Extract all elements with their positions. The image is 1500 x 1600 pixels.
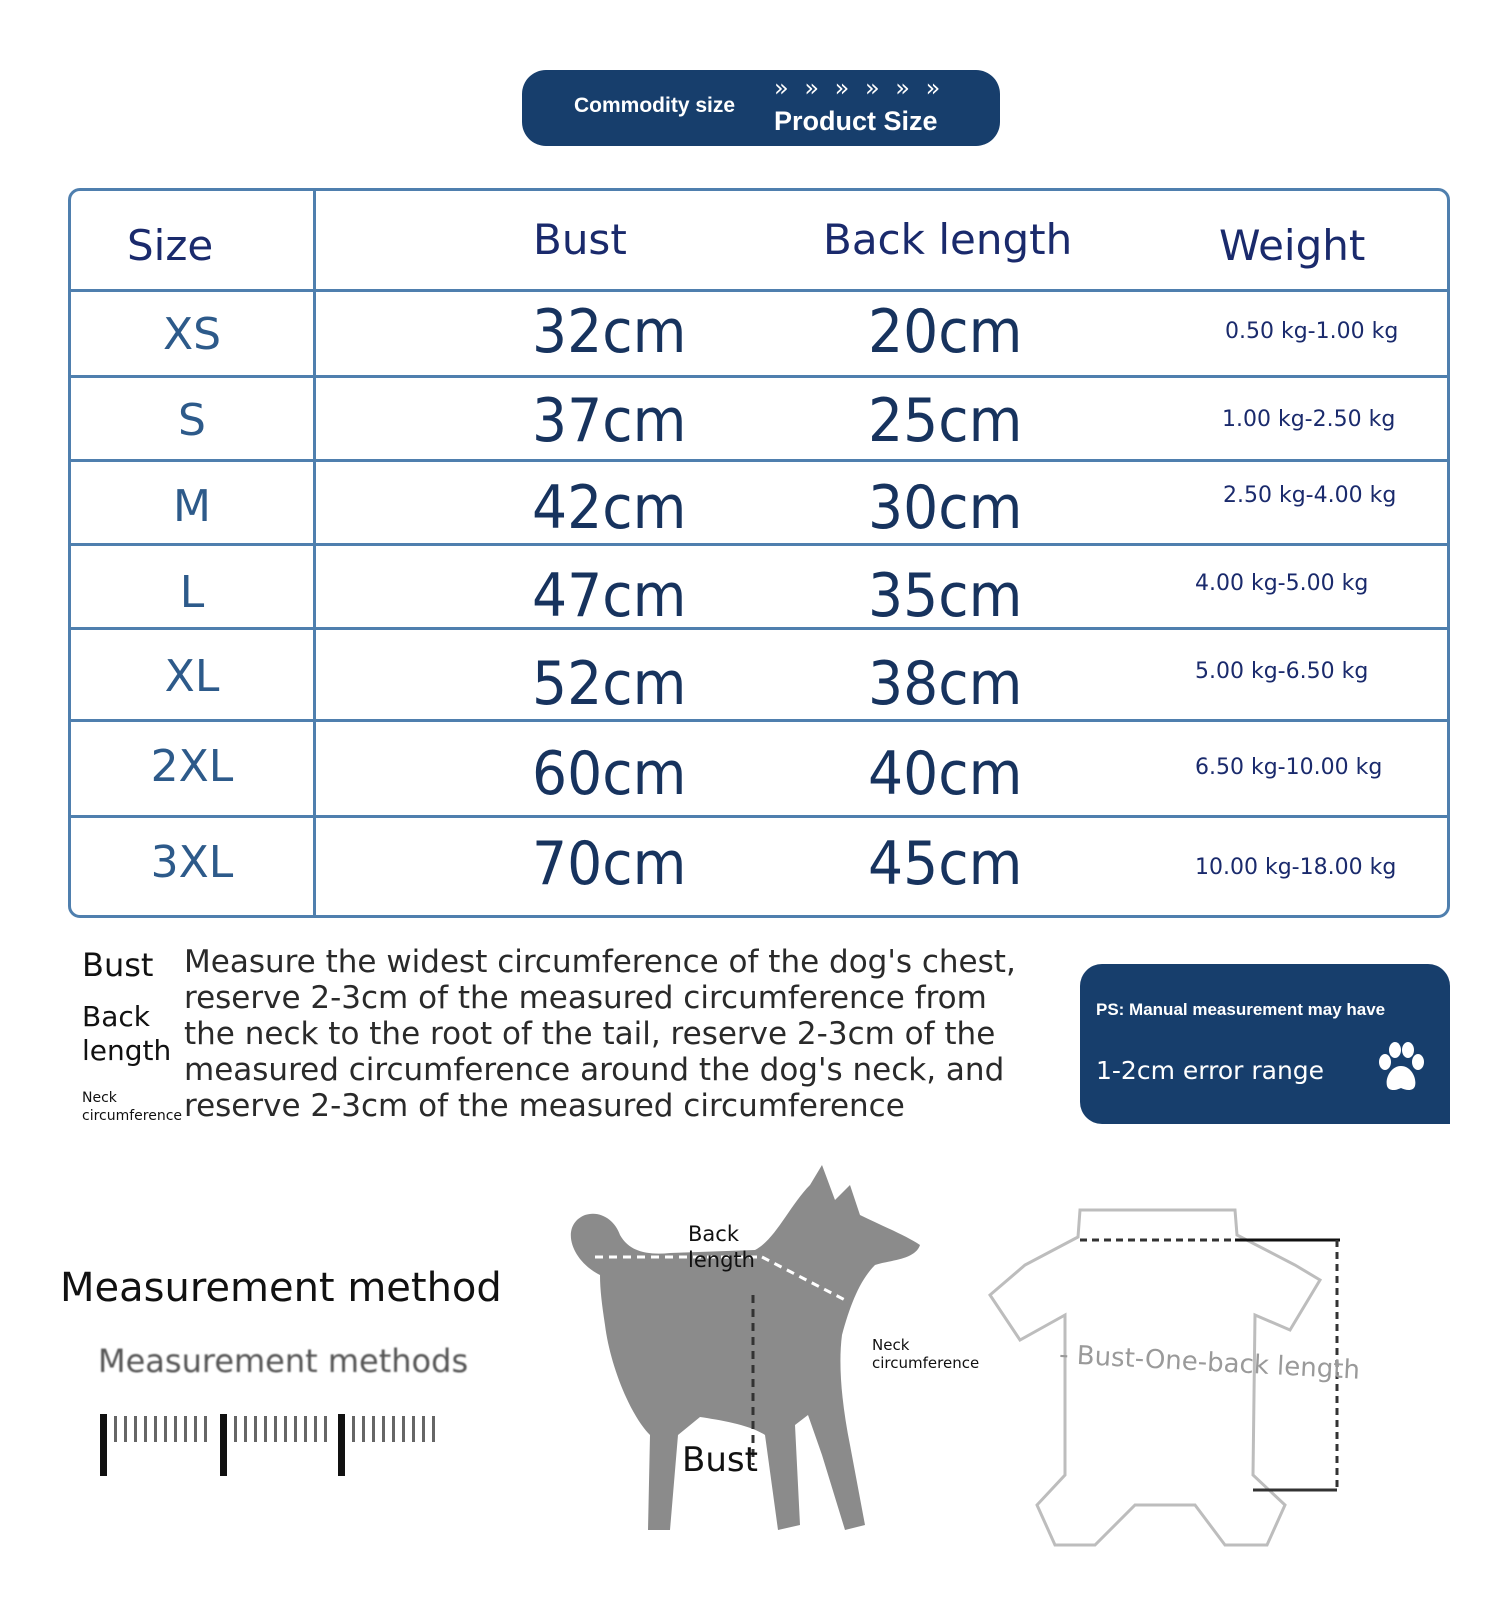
ps-note-box [1080, 964, 1450, 1124]
ps-note-line1: PS: Manual measurement may have [1096, 1000, 1386, 1019]
table-row-size: 2XL [150, 741, 234, 792]
table-row-size: 3XL [150, 837, 234, 888]
table-row-back-length: 38cm [868, 649, 1023, 719]
size-table [68, 188, 1450, 918]
table-divider [71, 459, 1447, 462]
note-label-length: length [82, 1034, 172, 1067]
table-row-back-length: 40cm [868, 739, 1023, 809]
ps-note-line2: 1-2cm error range [1096, 1056, 1325, 1085]
measurement-method-title: Measurement method [60, 1265, 502, 1311]
table-divider [71, 375, 1447, 378]
table-divider [71, 815, 1447, 818]
paw-icon [1373, 1040, 1429, 1096]
chevron-right-icon: » » » » » » [774, 74, 945, 102]
table-row-bust: 70cm [532, 829, 687, 899]
table-row-back-length: 20cm [868, 297, 1023, 367]
dog-label-neck: Neck [872, 1336, 910, 1354]
banner-subtitle: Commodity size [574, 94, 736, 117]
table-row-bust: 32cm [532, 297, 687, 367]
table-row-size: XL [164, 651, 220, 702]
table-divider [71, 289, 1447, 292]
table-divider [313, 191, 316, 915]
table-row-size: M [173, 481, 211, 532]
note-label-neck: Neck [82, 1090, 117, 1106]
header-back-length: Back length [823, 215, 1073, 264]
dog-label-circumference: circumference [872, 1354, 980, 1372]
banner-title: Product Size [774, 106, 938, 136]
table-row-size: L [179, 567, 205, 618]
table-row-back-length: 45cm [868, 829, 1023, 899]
measurement-method-subtitle: Measurement methods [98, 1342, 469, 1380]
table-row-back-length: 30cm [868, 473, 1023, 543]
table-row-size: S [178, 395, 206, 446]
table-divider [71, 627, 1447, 630]
table-divider [71, 719, 1447, 722]
table-row-bust: 47cm [532, 561, 687, 631]
note-label-back: Back [82, 1000, 150, 1033]
table-row-weight: 10.00 kg-18.00 kg [1195, 855, 1397, 880]
header-bust: Bust [533, 215, 627, 264]
table-divider [71, 543, 1447, 546]
table-row-bust: 52cm [532, 649, 687, 719]
table-row-size: XS [162, 309, 222, 360]
product-size-banner [522, 70, 1000, 146]
measurement-instructions: Measure the widest circumference of the dog's chest, reserve 2-3cm of the measured circumference from the neck to the root of the tail, reserve 2-3cm of the measured circumference around the dog's neck, and reserve 2-3cm of the measured circumference [184, 944, 1016, 1124]
table-row-bust: 60cm [532, 739, 687, 809]
table-row-weight: 5.00 kg-6.50 kg [1195, 659, 1369, 684]
note-label-circumference: circumference [82, 1108, 183, 1124]
table-row-back-length: 35cm [868, 561, 1023, 631]
table-row-bust: 42cm [532, 473, 687, 543]
table-row-back-length: 25cm [868, 386, 1023, 456]
garment-label: - Bust-One-back length [1058, 1340, 1361, 1386]
note-label-bust: Bust [82, 946, 154, 984]
dog-label-back: Back [688, 1222, 739, 1246]
ruler-icon [96, 1410, 456, 1480]
table-row-weight: 1.00 kg-2.50 kg [1222, 407, 1396, 432]
table-row-weight: 2.50 kg-4.00 kg [1223, 483, 1397, 508]
dog-label-length: length [688, 1248, 755, 1272]
table-row-weight: 4.00 kg-5.00 kg [1195, 571, 1369, 596]
table-row-weight: 0.50 kg-1.00 kg [1225, 319, 1399, 344]
header-weight: Weight [1219, 221, 1366, 270]
dog-label-bust: Bust [682, 1440, 758, 1480]
table-row-weight: 6.50 kg-10.00 kg [1195, 755, 1383, 780]
header-size: Size [127, 221, 214, 270]
table-row-bust: 37cm [532, 386, 687, 456]
